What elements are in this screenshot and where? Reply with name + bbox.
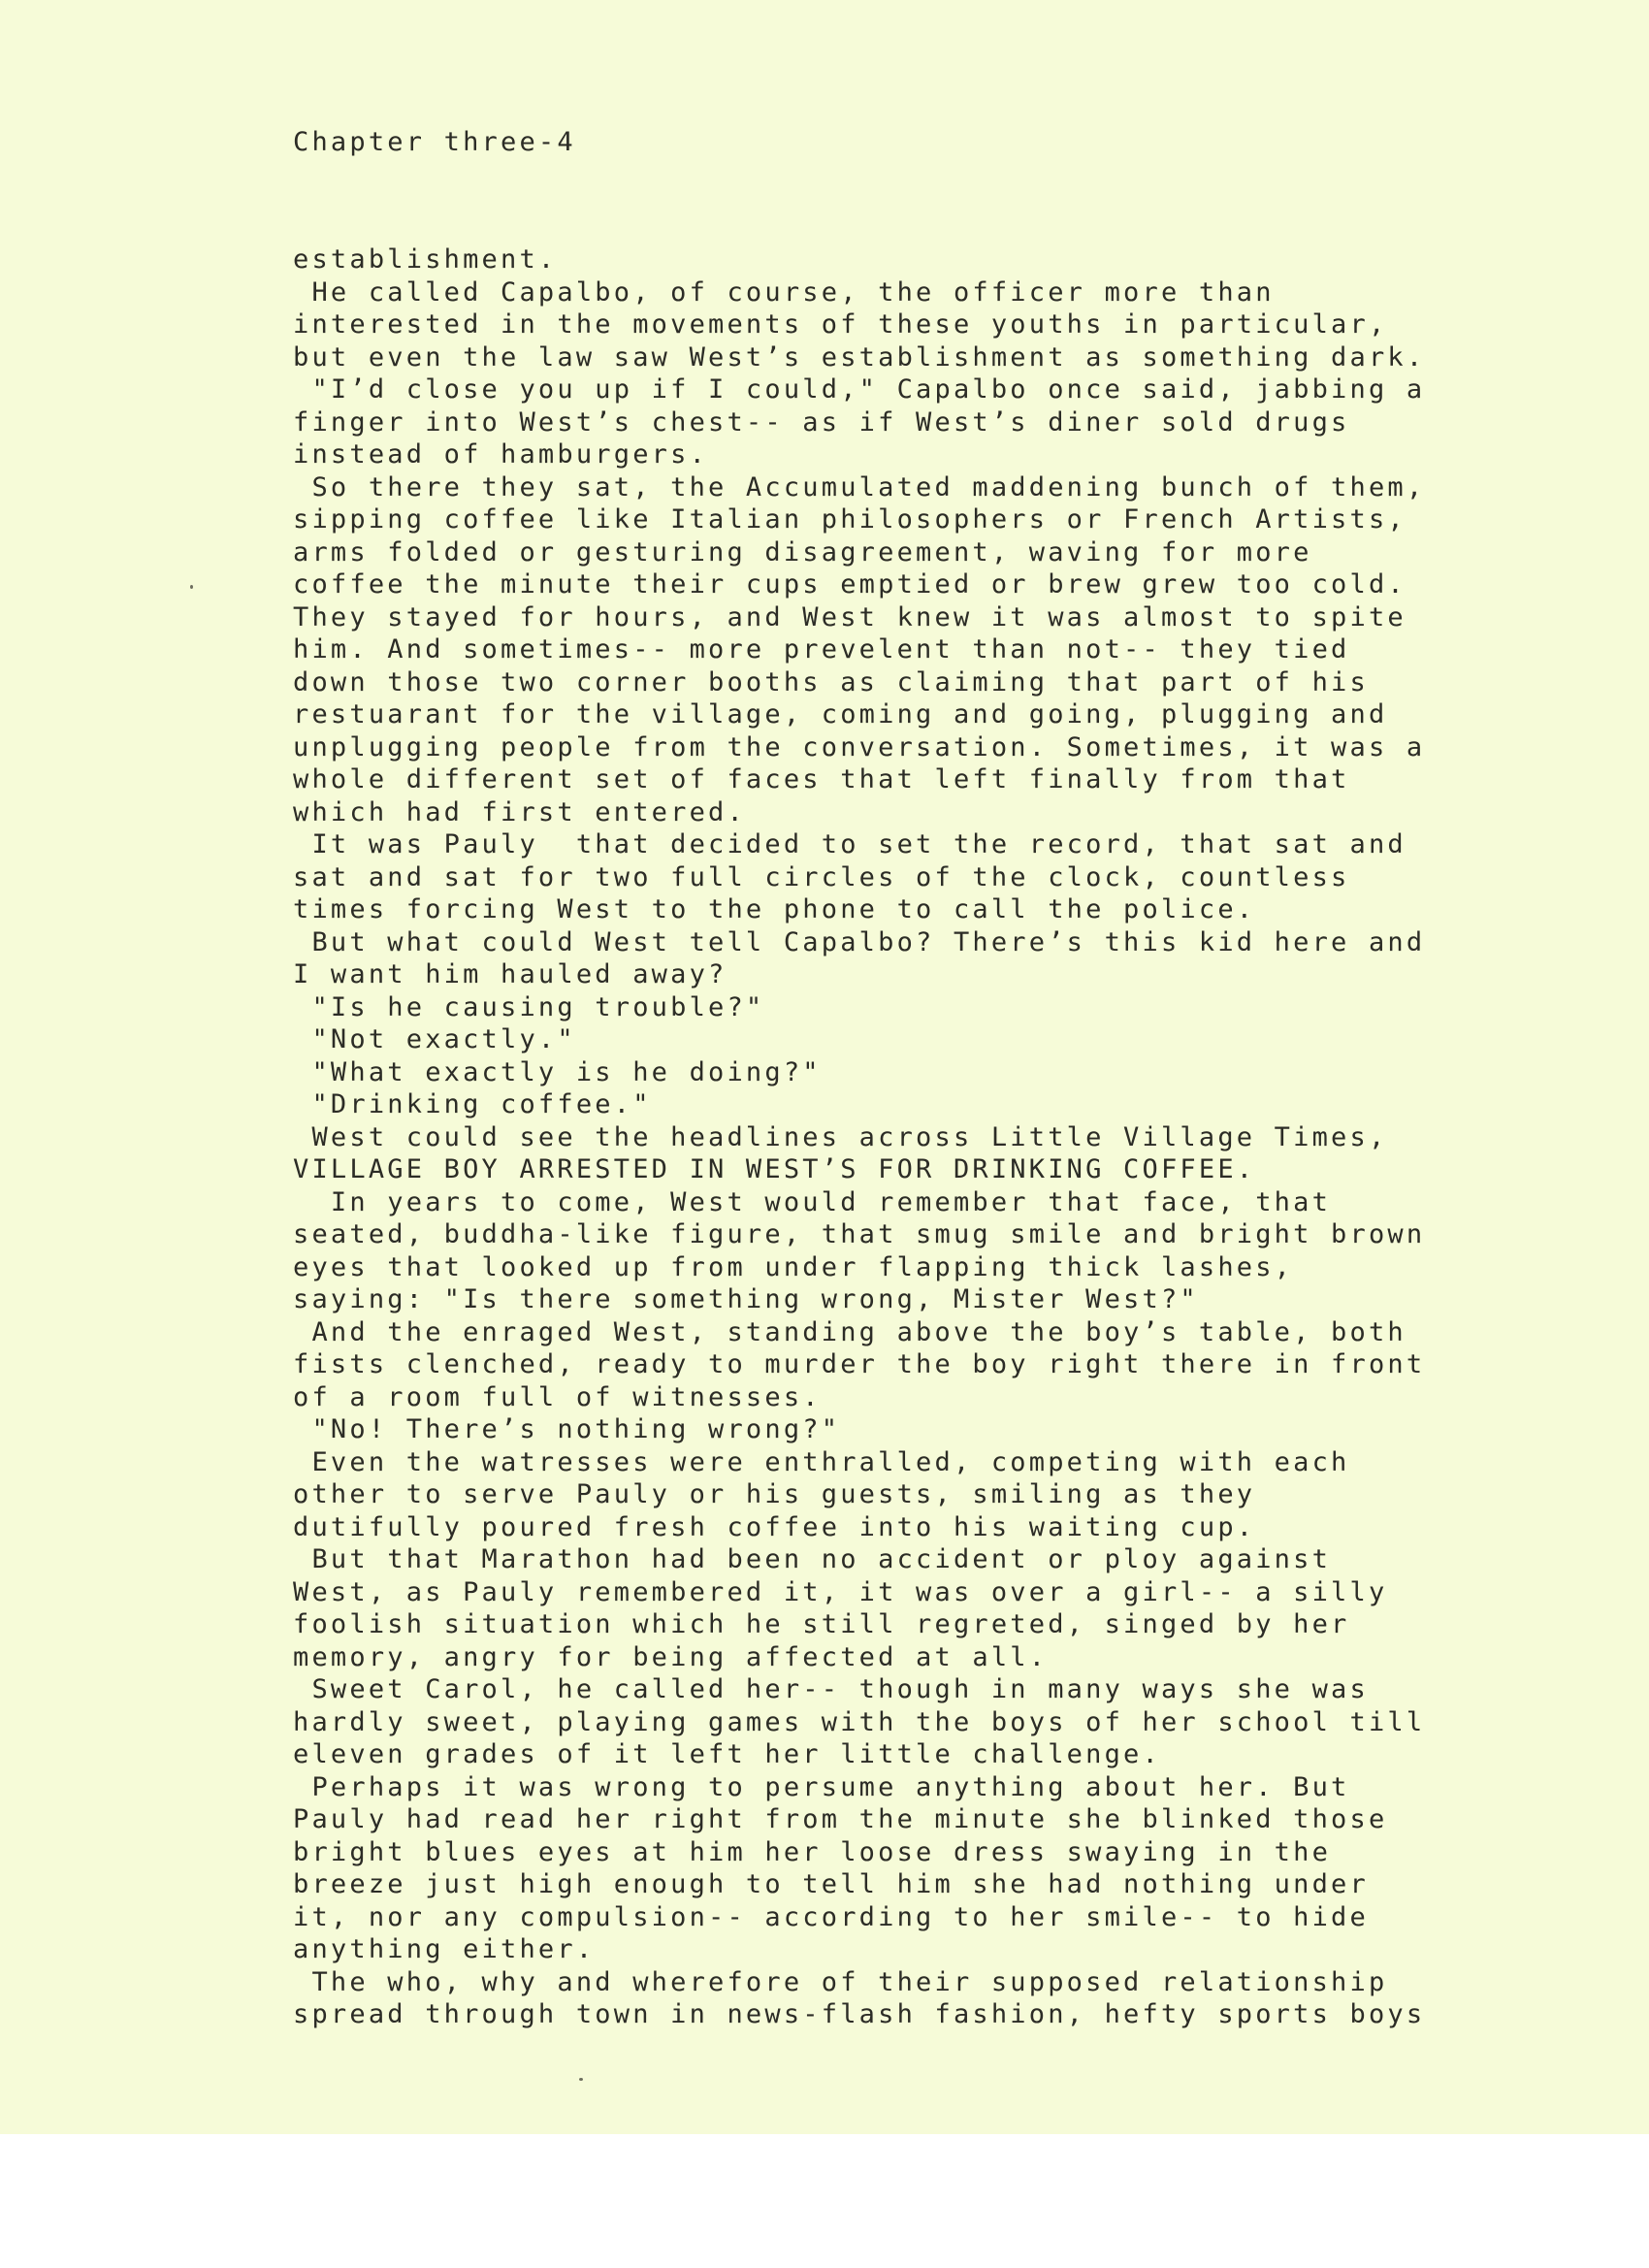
text-line: So there they sat, the Accumulated maddening bunch of them, — [293, 471, 1426, 502]
text-line: In years to come, West would remember that face, that — [293, 1186, 1332, 1217]
text-line: times forcing West to the phone to call the police. — [293, 894, 1256, 924]
text-line: They stayed for hours, and West knew it was almost to spite — [293, 601, 1406, 632]
text-line: it, nor any compulsion-- according to her smile-- to hide — [293, 1901, 1369, 1932]
text-line: him. And sometimes-- more prevelent than not-- they tied — [293, 634, 1350, 664]
text-line: hardly sweet, playing games with the boys of her school till — [293, 1706, 1426, 1737]
text-line: West could see the headlines across Little Village Times, — [293, 1121, 1388, 1152]
text-line: anything either. — [293, 1934, 596, 1964]
text-line: "I’d close you up if I could," Capalbo once said, jabbing a — [293, 374, 1426, 405]
text-line: "No! There’s nothing wrong?" — [293, 1414, 841, 1444]
text-line: instead of hamburgers. — [293, 439, 709, 470]
text-line: But what could West tell Capalbo? There’s this kid here and — [293, 926, 1426, 957]
text-line: And the enraged West, standing above the boy’s table, both — [293, 1316, 1406, 1347]
text-line: but even the law saw West’s establishment as something dark. — [293, 341, 1426, 373]
text-line: eyes that looked up from under flapping thick lashes, — [293, 1251, 1294, 1282]
text-line: Even the watresses were enthralled, competing with each — [293, 1446, 1350, 1477]
text-line: arms folded or gesturing disagreement, waving for more — [293, 536, 1312, 567]
text-line: foolish situation which he still regreted, singed by her — [293, 1609, 1350, 1639]
text-line: down those two corner booths as claiming that part of his — [293, 666, 1369, 697]
text-line: coffee the minute their cups emptied or brew grew too cold. — [293, 569, 1406, 599]
text-line: West, as Pauly remembered it, it was over a girl-- a silly — [293, 1576, 1388, 1607]
text-line: bright blues eyes at him her loose dress swaying in the — [293, 1836, 1332, 1867]
text-line: saying: "Is there something wrong, Mister West?" — [293, 1284, 1199, 1314]
text-line: fists clenched, ready to murder the boy right there in front — [293, 1349, 1426, 1379]
text-line: I want him hauled away? — [293, 959, 728, 989]
text-line: whole different set of faces that left finally from that — [293, 764, 1350, 794]
text-line: sipping coffee like Italian philosophers or French Artists, — [293, 504, 1406, 535]
text-line: It was Pauly that decided to set the record, that sat and — [293, 829, 1406, 859]
text-line: which had first entered. — [293, 796, 746, 827]
page-text — [293, 126, 1544, 2031]
body-text — [293, 243, 1544, 2031]
text-line: other to serve Pauly or his guests, smiling as they — [293, 1479, 1256, 1509]
text-line: sat and sat for two full circles of the clock, countless — [293, 861, 1350, 892]
text-line: "Not exactly." — [293, 1024, 576, 1054]
text-line: spread through town in news-flash fashion, hefty sports boys — [293, 1999, 1426, 2029]
text-line: "Is he causing trouble?" — [293, 991, 765, 1022]
text-line: "What exactly is he doing?" — [293, 1056, 822, 1087]
text-line: restuarant for the village, coming and going, plugging and — [293, 699, 1388, 729]
text-line: dutifully poured fresh coffee into his waiting cup. — [293, 1511, 1256, 1542]
text-line: of a room full of witnesses. — [293, 1381, 822, 1412]
text-line: VILLAGE BOY ARRESTED IN WEST’S FOR DRINKING COFFEE. — [293, 1154, 1256, 1184]
paper-speck — [579, 2078, 583, 2081]
text-line: seated, buddha-like figure, that smug smile and bright brown — [293, 1219, 1426, 1249]
text-line: The who, why and wherefore of their supposed relationship — [293, 1966, 1388, 1997]
text-line: interested in the movements of these youths in particular, — [293, 309, 1388, 340]
text-line: breeze just high enough to tell him she had nothing under — [293, 1869, 1369, 1899]
text-line: Sweet Carol, he called her-- though in many ways she was — [293, 1674, 1369, 1704]
chapter-heading: Chapter three-4 — [293, 127, 576, 157]
text-line: He called Capalbo, of course, the officer more than — [293, 276, 1275, 308]
text-line: memory, angry for being affected at all. — [293, 1641, 1049, 1672]
paper-speck — [190, 585, 193, 589]
text-line: But that Marathon had been no accident or ploy against — [293, 1544, 1332, 1574]
text-line: unplugging people from the conversation. Sometimes, it was a — [293, 731, 1426, 762]
text-line: Perhaps it was wrong to persume anything about her. But — [293, 1771, 1350, 1802]
text-line: establishment. — [293, 244, 558, 275]
text-line: finger into West’s chest-- as if West’s diner sold drugs — [293, 406, 1350, 437]
text-line: "Drinking coffee." — [293, 1089, 652, 1119]
text-line: eleven grades of it left her little challenge. — [293, 1739, 1161, 1769]
text-line: Pauly had read her right from the minute she blinked those — [293, 1804, 1388, 1834]
